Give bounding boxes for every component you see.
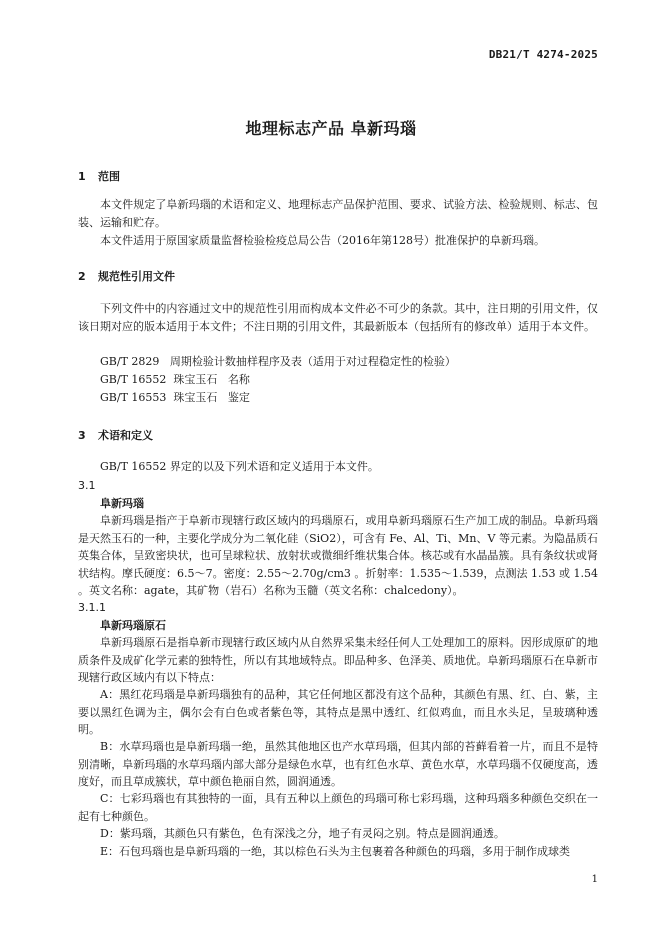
document-code: DB21/T 4274-2025: [488, 48, 598, 61]
section-heading-normative-references: [78, 268, 175, 284]
term-definition: 阜新玛瑙原石是指阜新市现辖行政区域内从自然界采集未经任何人工处理加工的原料。因形成原矿的地质条件及成矿化学元素的独特性，所以有其地域特点。即品种多、色泽美、质地优。阜新玛瑙原石在阜新市现辖行政区域内有以下特点：: [78, 636, 598, 684]
section-heading-scope: [78, 168, 120, 184]
term-definition: 阜新玛瑙是指产于阜新市现辖行政区域内的玛瑙原石，或用阜新玛瑙原石生产加工成的制品。阜新玛瑙是天然玉石的一种，主要化学成分为二氧化硅（SiO2），可含有 Fe、Al、Ti、Mn、V 等元素。为隐晶质石英集合体，呈致密块状，也可呈球粒状、放射状或微细纤维状集合体。核芯或有水晶晶簇。具有条纹状或肾状结构。摩氏硬度：6.5～7。密度：2.55～2.70g/cm3 。折射率：1.535～1.539，点测法 1.53 或 1.54 。英文名称：agate，其矿物（岩石）名称为玉髓（英文名称：chalcedony）。: [78, 514, 598, 597]
reference-item: GB/T 16552 珠宝玉石 名称: [100, 373, 250, 386]
paragraph: 本文件适用于原国家质量监督检验检疫总局公告（2016年第128号）批准保护的阜新玛瑙。: [100, 234, 545, 247]
paragraph: 本文件规定了阜新玛瑙的术语和定义、地理标志产品保护范围、要求、试验方法、检验规则、标志、包装、运输和贮存。: [78, 198, 598, 229]
clause-number: 3.1.1: [78, 601, 106, 614]
section-number: 2: [78, 270, 86, 283]
list-item: E：石包玛瑙也是阜新玛瑙的一绝，其以棕色石头为主包裹着各种颜色的玛瑙，多用于制作成球类: [100, 845, 571, 858]
page-number: 1: [591, 874, 598, 885]
page-title: 地理标志产品 阜新玛瑙: [245, 119, 417, 138]
list-item: A：黑红花玛瑙是阜新玛瑙独有的品种，其它任何地区都没有这个品种，其颜色有黑、红、白、紫，主要以黑红色调为主，偶尔会有白色或者紫色等，其特点是黑中透红、红似鸡血，而且水头足，呈玻璃种透明。: [78, 688, 598, 736]
list-item: C：七彩玛瑙也有其独特的一面，具有五种以上颜色的玛瑙可称七彩玛瑙，这种玛瑙多种颜色交织在一起有七种颜色。: [78, 792, 598, 823]
term-heading: 阜新玛瑙原石: [100, 619, 166, 632]
section-number: 1: [78, 170, 86, 183]
paragraph: GB/T 16552 界定的以及下列术语和定义适用于本文件。: [100, 460, 379, 473]
list-item: B：水草玛瑙也是阜新玛瑙一绝，虽然其他地区也产水草玛瑙，但其内部的苔藓看着一片，而且不是特别清晰，阜新玛瑙的水草玛瑙内部大部分是绿色水草，也有红色水草、黄色水草，水草玛瑙不仅硬度高，透度好，而且草成簇状，草中颜色艳丽自然，圆润通透。: [78, 740, 598, 788]
clause-number: 3.1: [78, 479, 96, 492]
reference-item: GB/T 16553 珠宝玉石 鉴定: [100, 391, 250, 404]
section-title: 范围: [98, 170, 120, 183]
reference-item: GB/T 2829 周期检验计数抽样程序及表（适用于对过程稳定性的检验）: [100, 355, 456, 368]
paragraph: 下列文件中的内容通过文中的规范性引用而构成本文件必不可少的条款。其中，注日期的引用文件，仅该日期对应的版本适用于本文件；不注日期的引用文件，其最新版本（包括所有的修改单）适用于本文件。: [78, 302, 598, 333]
section-title: 术语和定义: [98, 429, 153, 442]
section-title: 规范性引用文件: [98, 270, 175, 283]
section-heading-terms: [78, 427, 153, 443]
term-heading: 阜新玛瑙: [100, 497, 144, 510]
list-item: D：紫玛瑙，其颜色只有紫色，色有深浅之分，地子有灵闷之别。特点是圆润通透。: [100, 827, 505, 840]
section-number: 3: [78, 429, 86, 442]
